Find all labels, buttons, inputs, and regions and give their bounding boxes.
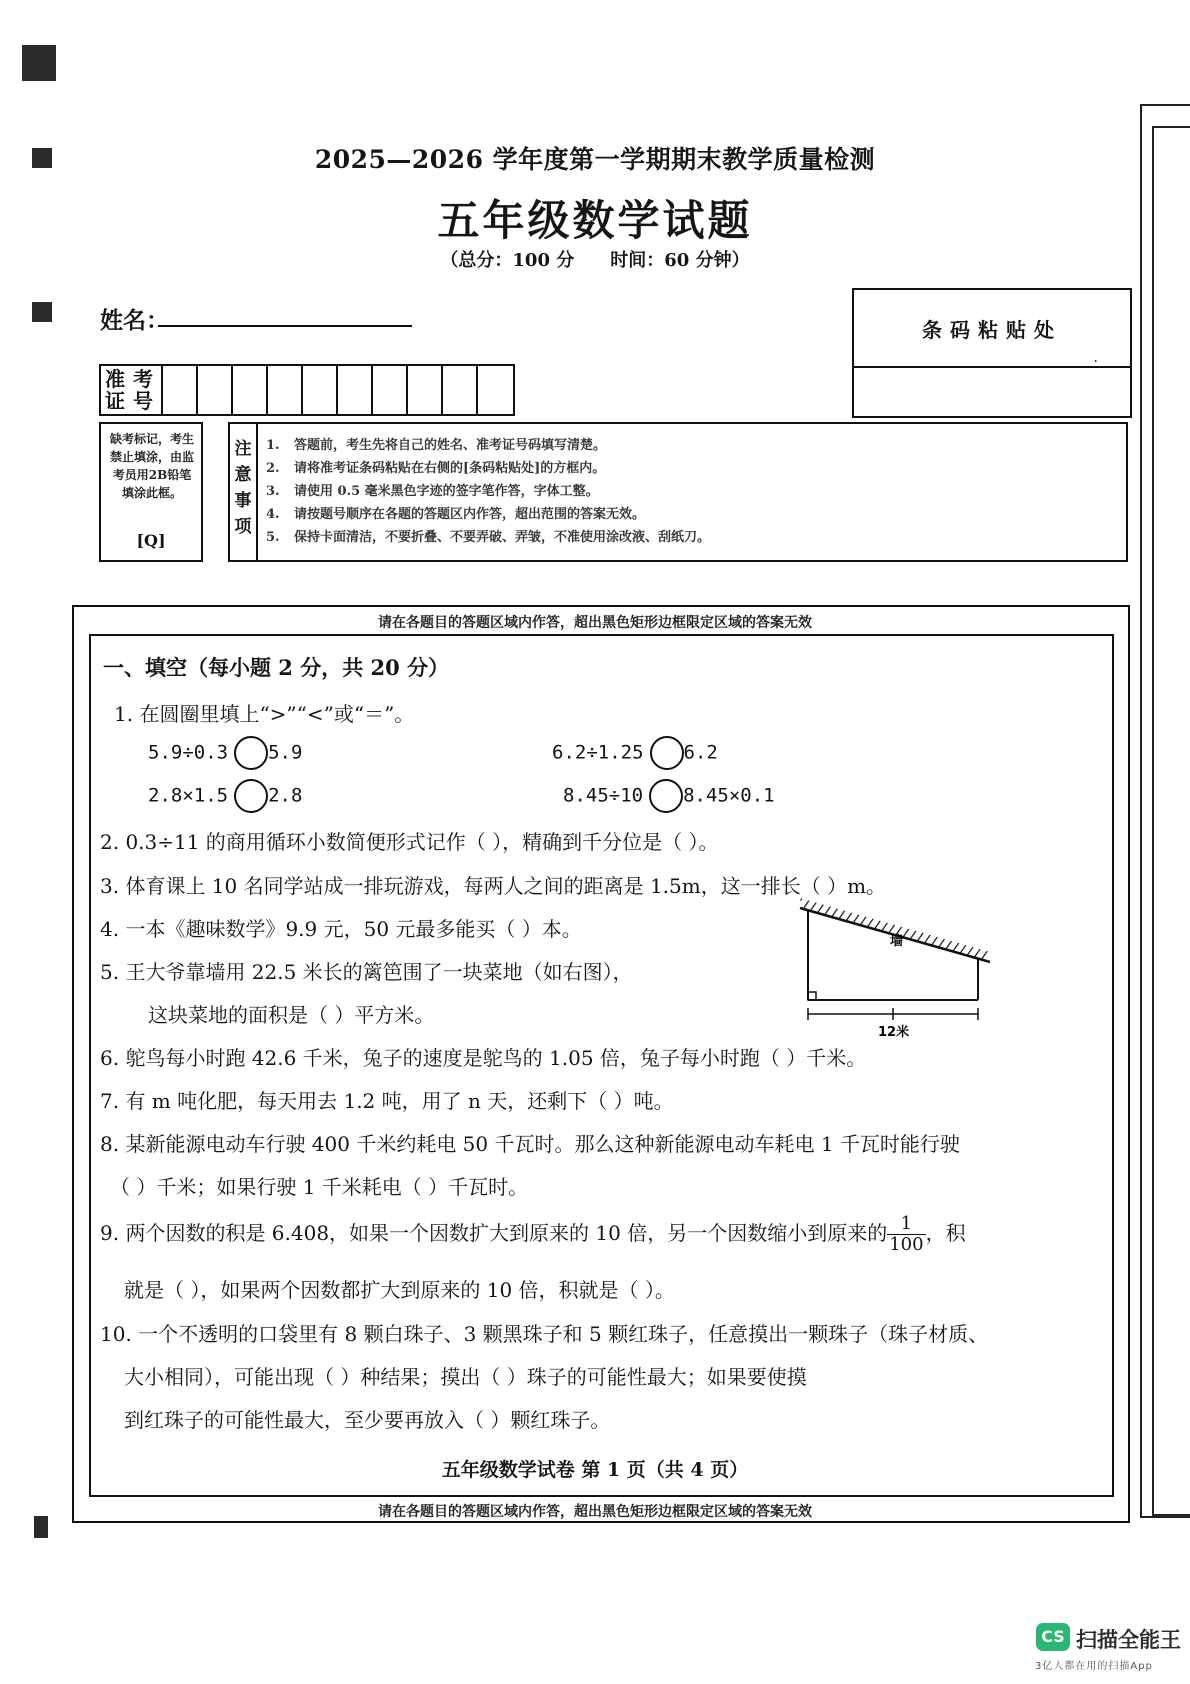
admission-number-cell[interactable]	[373, 366, 408, 414]
admission-number-label: 准考证号	[101, 366, 163, 414]
question-7: 7. 有 m 吨化肥，每天用去 1.2 吨，用了 n 天，还剩下（ ）吨。	[100, 1089, 674, 1113]
total-score: （总分：100 分	[440, 250, 575, 271]
question-10-line-3: 到红珠子的可能性最大，至少要再放入（ ）颗红珠子。	[124, 1408, 611, 1432]
page-edge-bracket	[1152, 126, 1190, 1516]
registration-mark	[22, 45, 56, 81]
compare-left: 2.8×1.5	[148, 784, 229, 807]
absence-mark-instructions: 缺考标记，考生禁止填涂，由监考员用2B铅笔填涂此框。	[109, 432, 194, 500]
scanner-tagline: 3亿人都在用的扫描App	[1035, 1661, 1153, 1672]
exam-title: 五年级数学试题	[437, 196, 753, 245]
notes-box	[228, 422, 1128, 562]
absence-mark-bubble[interactable]: [Q]	[136, 531, 166, 550]
question-5: 5. 王大爷靠墙用 22.5 米长的篱笆围了一块菜地（如右图），	[100, 960, 633, 984]
score-time-line	[0, 246, 1190, 272]
admission-number-cell[interactable]	[338, 366, 373, 414]
compare-right: 5.9	[268, 741, 303, 764]
compare-item	[148, 779, 302, 813]
note-item: 1. 答题前，考生先将自己的姓名、准考证号码填写清楚。	[266, 438, 607, 453]
admission-number-cell[interactable]	[408, 366, 443, 414]
admission-number-cell[interactable]	[443, 366, 478, 414]
answer-area-warning-top: 请在各题目的答题区域内作答，超出黑色矩形边框限定区域的答案无效	[378, 615, 812, 631]
admission-number-cell[interactable]	[163, 366, 198, 414]
admission-number-cell[interactable]	[478, 366, 513, 414]
compare-right: 6.2	[683, 741, 718, 764]
question-9-line-2: 就是（ ），如果两个因数都扩大到原来的 10 倍，积就是（ ）。	[124, 1278, 675, 1302]
wall-label: 墙	[890, 934, 904, 949]
barcode-divider	[854, 366, 1130, 368]
compare-item	[552, 736, 718, 770]
fraction-one-hundredth: $\frac{1}{100}$	[889, 1213, 924, 1255]
compare-circle[interactable]	[234, 736, 268, 770]
admission-number-table	[99, 364, 515, 416]
admission-number-cell[interactable]	[198, 366, 233, 414]
compare-left: 5.9÷0.3	[148, 741, 229, 764]
question-5-line-2: 这块菜地的面积是（ ）平方米。	[148, 1003, 435, 1027]
compare-left: 6.2÷1.25	[552, 741, 644, 764]
compare-item	[148, 736, 302, 770]
width-label: 12米	[878, 1025, 910, 1040]
question-10-line-2: 大小相同），可能出现（ ）种结果；摸出（ ）珠子的可能性最大；如果要使摸	[124, 1365, 807, 1389]
name-field[interactable]	[158, 325, 412, 327]
registration-mark	[32, 302, 52, 322]
section-title: 一、填空（每小题 2 分，共 20 分）	[103, 655, 450, 680]
compare-item	[563, 779, 775, 813]
question-3: 3. 体育课上 10 名同学站成一排玩游戏，每两人之间的距离是 1.5m，这一排长（ ）m。	[100, 874, 887, 898]
notes-tag: 注意事项	[230, 424, 258, 560]
admission-number-cell[interactable]	[233, 366, 268, 414]
wall-hatching	[800, 898, 990, 962]
question-10: 10. 一个不透明的口袋里有 8 颗白珠子、3 颗黑珠子和 5 颗红珠子，任意摸出一颗珠子（珠子材质、	[100, 1322, 989, 1346]
name-label: 姓名：	[100, 307, 169, 334]
question-2: 2. 0.3÷11 的商用循环小数简便形式记作（ ），精确到千分位是（ ）。	[100, 830, 719, 854]
compare-right: 2.8	[268, 784, 303, 807]
question-4: 4. 一本《趣味数学》9.9 元，50 元最多能买（ ）本。	[100, 917, 582, 941]
question-8: 8. 某新能源电动车行驶 400 千米约耗电 50 千瓦时。那么这种新能源电动车耗电 1 千瓦时能行驶	[100, 1132, 960, 1156]
question-9-text: 9. 两个因数的积是 6.408，如果一个因数扩大到原来的 10 倍，另一个因数缩小到原来的	[100, 1221, 888, 1245]
note-item: 3. 请使用 0.5 毫米黑色字迹的签字笔作答，字体工整。	[266, 484, 599, 499]
compare-circle[interactable]	[649, 779, 683, 813]
note-item: 4. 请按题号顺序在各题的答题区内作答，超出范围的答案无效。	[266, 507, 646, 522]
field-diagram	[790, 890, 1000, 1040]
question-9	[100, 1214, 966, 1255]
compare-circle[interactable]	[234, 779, 268, 813]
scanner-logo-icon: CS	[1036, 1623, 1070, 1651]
notes-list	[266, 434, 710, 549]
term-title: 2025—2026 学年度第一学期期末教学质量检测	[314, 145, 876, 174]
duration: 时间：60 分钟）	[610, 250, 750, 271]
absence-mark-box	[99, 422, 203, 562]
page-footer: 五年级数学试卷 第 1 页（共 4 页）	[441, 1459, 749, 1481]
note-item: 2. 请将准考证条码粘贴在右侧的[条码粘贴处]的方框内。	[266, 461, 606, 476]
question-8-line-2: （ ）千米；如果行驶 1 千米耗电（ ）千瓦时。	[110, 1175, 529, 1199]
compare-right: 8.45×0.1	[683, 784, 775, 807]
question-1: 1. 在圆圈里填上“>”“<”或“＝”。	[114, 702, 415, 726]
question-9-text-end: ，积	[925, 1221, 966, 1245]
barcode-label: 条码粘贴处	[922, 318, 1062, 342]
compare-left: 8.45÷10	[563, 784, 644, 807]
barcode-box	[852, 288, 1132, 418]
scanner-app-name: 扫描全能王	[1076, 1628, 1181, 1652]
barcode-dot: .	[1093, 350, 1098, 366]
answer-area-warning-bottom: 请在各题目的答题区域内作答，超出黑色矩形边框限定区域的答案无效	[378, 1504, 812, 1520]
admission-number-cell[interactable]	[303, 366, 338, 414]
admission-number-cell[interactable]	[268, 366, 303, 414]
right-angle-mark	[808, 992, 816, 1000]
question-6: 6. 鸵鸟每小时跑 42.6 千米，兔子的速度是鸵鸟的 1.05 倍，兔子每小时跑（ ）千米。	[100, 1046, 867, 1070]
compare-circle[interactable]	[650, 736, 684, 770]
note-item: 5. 保持卡面清洁，不要折叠、不要弄破、弄皱，不准使用涂改液、刮纸刀。	[266, 530, 711, 545]
